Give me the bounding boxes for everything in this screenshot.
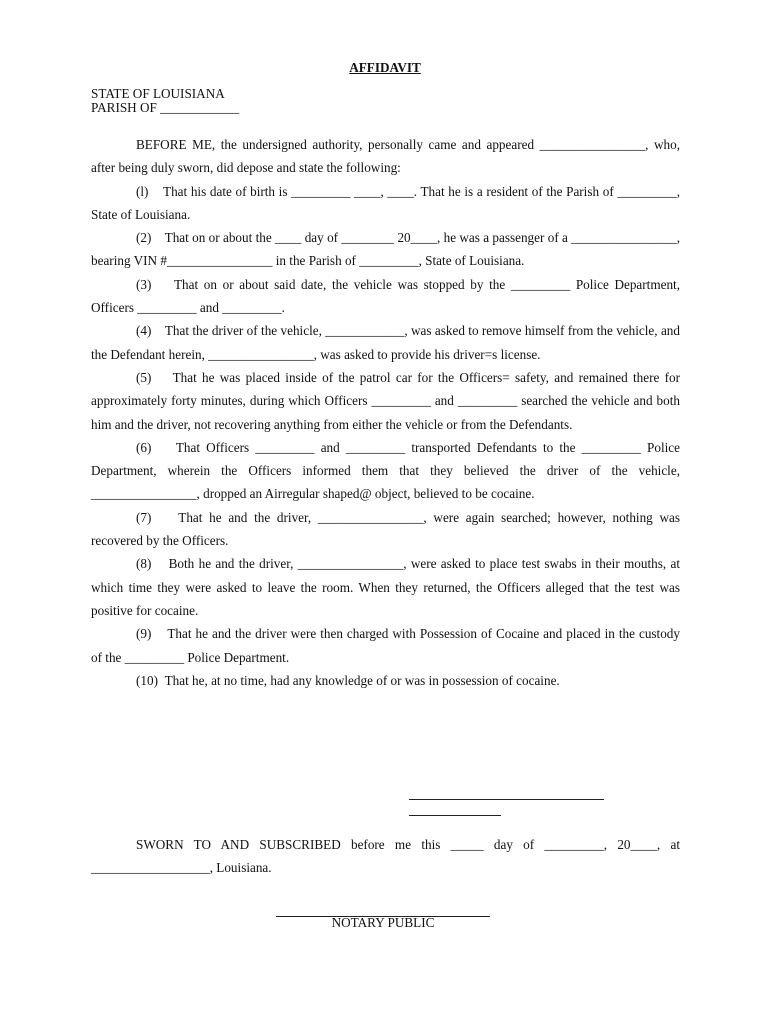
paragraph-10: (10) That he, at no time, had any knowledge of or was in possession of cocaine.	[136, 672, 560, 688]
sworn-statement	[91, 833, 680, 880]
paragraph-2: (2) That on or about the ____ day of ________ 20____, he was a passenger of a ________________, bearing VIN #________________ in the Parish of _________, State of Louisiana.	[91, 230, 680, 269]
parish-line: PARISH OF ____________	[91, 100, 240, 115]
sworn-paragraph: SWORN TO AND SUBSCRIBED before me this _____ day of _________, 20____, at __________________, Louisiana.	[91, 837, 680, 876]
intro-paragraph: BEFORE ME, the undersigned authority, personally came and appeared ________________, who, after being duly sworn, did depose and state the following:	[91, 137, 680, 176]
paragraph-6: (6) That Officers _________ and _________ transported Defendants to the _________ Police Department, wherein the Officers informed them that they believed the driver of the vehicle, ________________, dropped an Airregular shaped@ object, believed to be cocaine.	[91, 439, 680, 502]
affiant-signature-line-short	[409, 815, 501, 816]
affidavit-body	[91, 133, 680, 692]
notary-public-label: NOTARY PUBLIC	[331, 915, 435, 930]
paragraph-1: (l) That his date of birth is _________ ____, ____. That he is a resident of the Parish of _________, State of Louisiana.	[91, 183, 680, 222]
state-line: STATE OF LOUISIANA	[91, 86, 225, 101]
paragraph-4: (4) That the driver of the vehicle, ____________, was asked to remove himself from the vehicle, and the Defendant herein, ________________, was asked to provide his driver=s license.	[91, 323, 680, 362]
paragraph-7: (7) That he and the driver, ________________, were again searched; however, nothing was recovered by the Officers.	[91, 509, 680, 549]
paragraph-9: (9) That he and the driver were then charged with Possession of Cocaine and placed in the custody of the _________ Police Department.	[91, 626, 680, 665]
paragraph-3: (3) That on or about said date, the vehicle was stopped by the _________ Police Department, Officers _________ and _________.	[91, 276, 680, 316]
paragraph-5: (5) That he was placed inside of the patrol car for the Officers= safety, and remained there for approximately forty minutes, during which Officers _________ and _________ searched the vehicle and both him and the driver, not recovering anything from either the vehicle or from the Defendants.	[91, 369, 680, 432]
document-title: AFFIDAVIT	[349, 60, 421, 75]
paragraph-8: (8) Both he and the driver, ________________, were asked to place test swabs in their mouths, at which time they were asked to leave the room. When they returned, the Officers alleged that the test was positive for cocaine.	[91, 556, 680, 618]
affiant-signature-line	[409, 799, 604, 800]
